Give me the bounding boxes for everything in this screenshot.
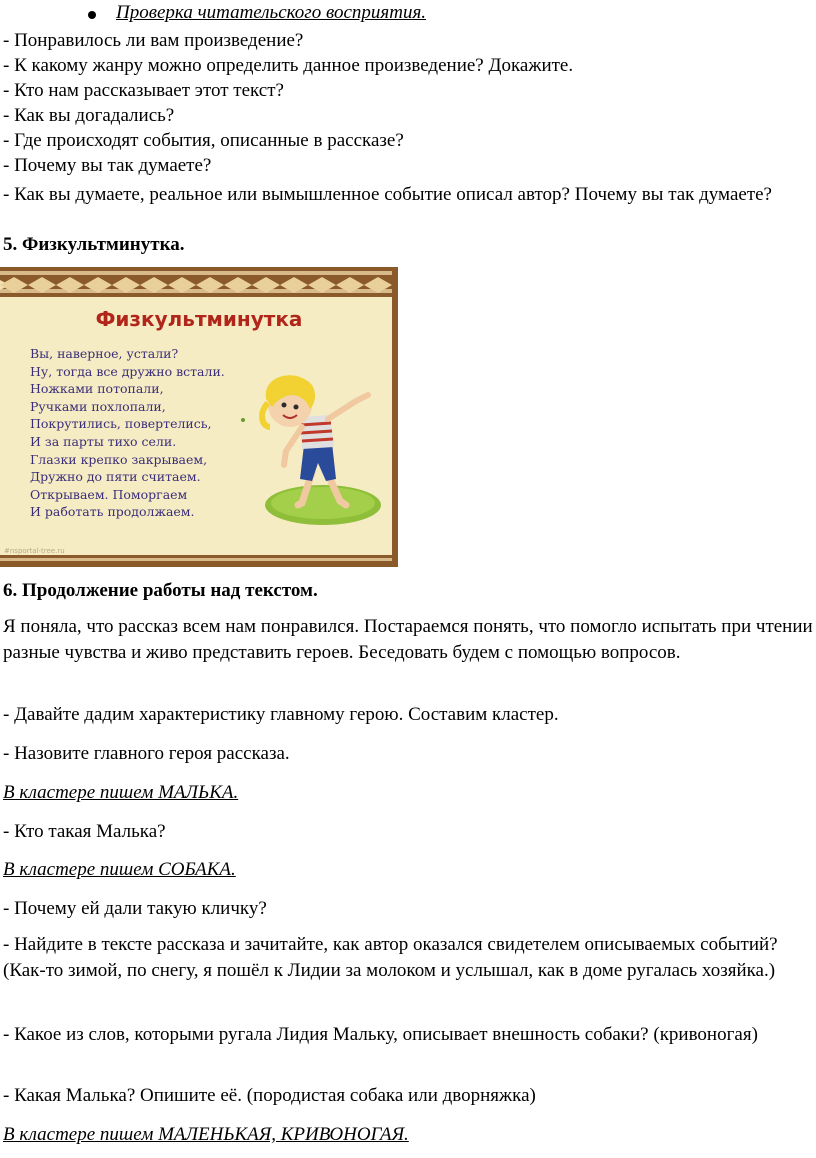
poem-line: И работать продолжаем. (30, 504, 195, 520)
paragraph: - Почему ей дали такую кличку? (3, 898, 267, 919)
cluster-note: В кластере пишем СОБАКА. (3, 859, 236, 880)
question-line: - Как вы догадались? (3, 105, 175, 126)
paragraph: - Какое из слов, которыми ругала Лидия Мальку, описывает внешность собаки? (кривоногая) (3, 1024, 758, 1045)
fizkultminutka-illustration (0, 267, 398, 567)
cluster-note: В кластере пишем МАЛЬКА. (3, 782, 239, 803)
question-line: - К какому жанру можно определить данное произведение? Докажите. (3, 55, 574, 76)
question-line: - Как вы думаете, реальное или вымышленное событие описал автор? Почему вы так думаете? (3, 184, 772, 205)
paragraph: - Найдите в тексте рассказа и зачитайте, как автор оказался свидетелем описываемых событий? (Как-то зимой, по снегу, я пошёл к Лидии за молоком и услышал, как в доме ругалась хозяйка.) (3, 934, 778, 981)
poem-line: Ручками похлопали, (30, 398, 166, 414)
question-line: - Почему вы так думаете? (3, 155, 212, 176)
section-5-heading: 5. Физкультминутка. (3, 234, 185, 255)
poem-line: Ну, тогда все дружно встали. (30, 363, 225, 379)
poem-line: Вы, наверное, устали? (30, 346, 179, 361)
question-line: - Кто нам рассказывает этот текст? (3, 80, 284, 101)
illustration-watermark: #nsportal-tree.ru (4, 547, 65, 555)
poem (30, 345, 225, 521)
question-line: - Где происходят события, описанные в рассказе? (3, 130, 404, 151)
poem-line: Открываем. Поморгаем (30, 486, 188, 502)
bullet-item (0, 2, 816, 28)
poem-line: И за парты тихо сели. (30, 433, 177, 449)
section-6-intro: Я поняла, что рассказ всем нам понравился. Постараемся понять, что помогло испытать при чтении разные чувства и живо представить героев. Беседовать будем с помощью вопросов. (3, 616, 813, 663)
paragraph: - Кто такая Малька? (3, 821, 166, 842)
illustration-title: Физкультминутка (95, 307, 303, 331)
poem-line: Ножками потопали, (30, 381, 164, 397)
poem-line: Дружно до пяти считаем. (30, 469, 201, 485)
bullet-dot-icon (88, 11, 96, 19)
poem-line: Покрутились, повертелись, (30, 416, 212, 432)
paragraph: - Назовите главного героя рассказа. (3, 743, 290, 764)
question-line: - Понравилось ли вам произведение? (3, 30, 304, 51)
section-6-heading: 6. Продолжение работы над текстом. (3, 580, 318, 601)
cluster-note: В кластере пишем МАЛЕНЬКАЯ, КРИВОНОГАЯ. (3, 1124, 409, 1145)
bullet-heading: Проверка читательского восприятия. (116, 2, 427, 23)
poem-line: Глазки крепко закрываем, (30, 451, 208, 467)
paragraph: - Какая Малька? Опишите её. (породистая собака или дворняжка) (3, 1085, 536, 1106)
paragraph: - Давайте дадим характеристику главному герою. Составим кластер. (3, 704, 559, 725)
